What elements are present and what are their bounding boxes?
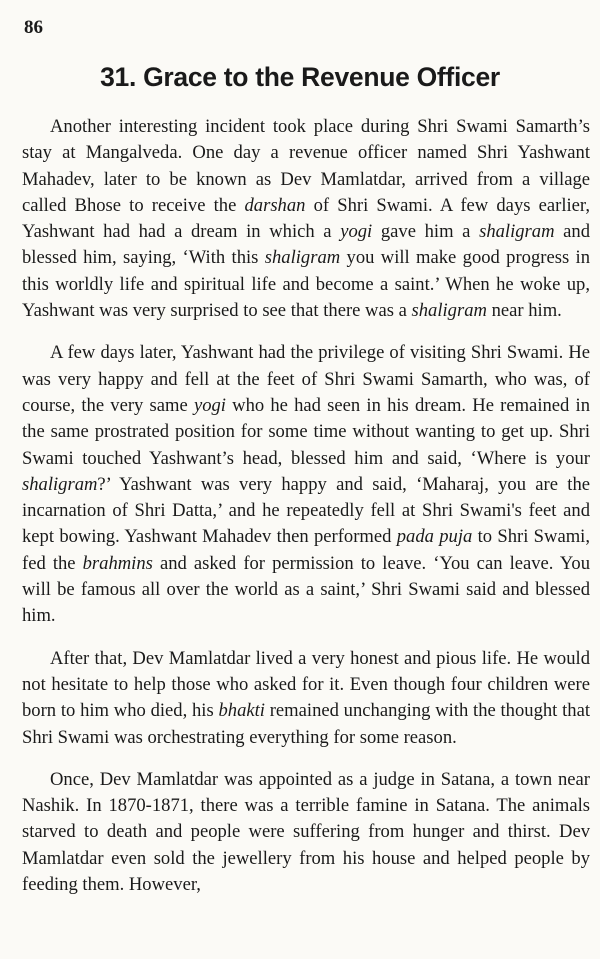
italic-term: pada puja <box>396 526 473 548</box>
paragraph <box>22 340 590 629</box>
text-run: ?’ Yashwant was very happy and said, ‘Maharaj, you are the incarnation of Shri Datta,’ and he repeatedly fell at Shri Swami's feet and kept bowing. Yashwant Mahadev then performed <box>22 473 590 548</box>
paragraph <box>22 114 590 324</box>
text-run: who he had seen in his dream. He remained in the same prostrated position for some time without wanting to get up. Shri Swami touched Yashwant’s head, blessed him and said, ‘Where is your <box>22 394 590 469</box>
chapter-title: 31. Grace to the Revenue Officer <box>100 62 500 92</box>
italic-term: darshan <box>244 194 306 216</box>
text-run: you will make good progress in this worldly life and spiritual life and become a saint.’ When he woke up, Yashwant was very surprised to see that there was a <box>22 247 590 322</box>
italic-term: shaligram <box>264 247 341 269</box>
text-run: of Shri Swami. A few days earlier, Yashwant had had a dream in which a <box>22 194 591 243</box>
text-run: and asked for permission to leave. ‘You can leave. You will be famous all over the world as a saint,’ Shri Swami said and blessed him. <box>22 552 590 627</box>
italic-term: shaligram <box>411 300 487 322</box>
italic-term: brahmins <box>82 552 153 574</box>
text-run: near him. <box>486 300 562 322</box>
paragraph <box>22 646 590 751</box>
italic-term: yogi <box>193 394 226 416</box>
italic-term: shaligram <box>22 473 98 495</box>
text-run: Another interesting incident took place during Shri Swami Samarth’s stay at Mangalveda. One day a revenue officer named Shri Yashwant Mahadev, later to be known as Dev Mamlatdar, arrived from a village called Bhose to receive the <box>22 116 590 216</box>
text-run: to Shri Swami, fed the <box>22 526 590 574</box>
text-run: Once, Dev Mamlatdar was appointed as a judge in Satana, a town near Nashik. In 1870-1871, there was a terrible famine in Satana. The animals starved to death and people were suffering from hunger and thirst. Dev Mamlatdar even sold the jewellery from his house and helped people by feeding them. However, <box>22 768 590 896</box>
text-run: gave him a <box>372 221 480 243</box>
text-run: remained unchanging with the thought that Shri Swami was orchestrating everything for some reason. <box>22 700 590 748</box>
paragraph <box>22 767 590 898</box>
text-run: A few days later, Yashwant had the privilege of visiting Shri Swami. He was very happy and fell at the feet of Shri Swami Samarth, who was, of course, the very same <box>22 342 590 416</box>
italic-term: yogi <box>340 221 373 243</box>
page-number: 86 <box>24 17 43 38</box>
chapter-body <box>22 114 590 898</box>
italic-term: shaligram <box>479 221 555 243</box>
text-run: and blessed him, saying, ‘With this <box>22 221 590 269</box>
text-run: After that, Dev Mamlatdar lived a very honest and pious life. He would not hesitate to help those who asked for it. Even though four children were born to him who died, his <box>22 647 590 722</box>
italic-term: bhakti <box>218 700 265 722</box>
